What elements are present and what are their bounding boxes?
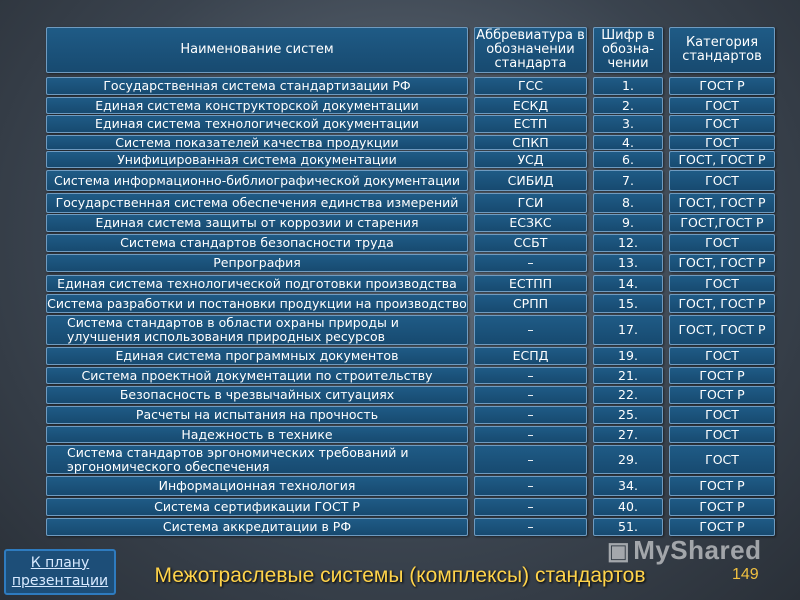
cell-system-name: Государственная система стандартизации РФ: [46, 77, 468, 95]
cell-system-name: Безопасность в чрезвычайных ситуациях: [46, 386, 468, 404]
cell-system-name: Единая система защиты от коррозии и старения: [46, 214, 468, 232]
cell-system-name: Единая система программных документов: [46, 347, 468, 365]
cell-abbreviation: –: [474, 476, 587, 496]
cell-category: ГОСТ Р: [669, 77, 775, 95]
cell-category: ГОСТ, ГОСТ Р: [669, 193, 775, 213]
cell-category: ГОСТ,ГОСТ Р: [669, 214, 775, 232]
cell-abbreviation: ЕСТПП: [474, 275, 587, 292]
cell-abbreviation: УСД: [474, 151, 587, 168]
cell-system-name: Система разработки и постановки продукции на производство: [46, 294, 468, 313]
cell-system-name: Система стандартов в области охраны природы и улучшения использования природных ресурсов: [46, 315, 468, 345]
cell-code: 34.: [593, 476, 663, 496]
cell-abbreviation: ГСИ: [474, 193, 587, 213]
cell-abbreviation: –: [474, 254, 587, 272]
cell-system-name: Единая система конструкторской документации: [46, 97, 468, 114]
cell-abbreviation: ССБТ: [474, 234, 587, 252]
cell-code: 9.: [593, 214, 663, 232]
cell-code: 12.: [593, 234, 663, 252]
header-system-name: Наименование систем: [46, 27, 468, 73]
cell-abbreviation: ЕСПД: [474, 347, 587, 365]
cell-category: ГОСТ: [669, 347, 775, 365]
cell-abbreviation: СПКП: [474, 135, 587, 150]
cell-category: ГОСТ: [669, 406, 775, 424]
cell-system-name: Надежность в технике: [46, 426, 468, 443]
cell-system-name: Система стандартов безопасности труда: [46, 234, 468, 252]
cell-system-name: Система аккредитации в РФ: [46, 518, 468, 536]
header-category: Категория стандартов: [669, 27, 775, 73]
cell-system-name: Система информационно-библиографической документации: [46, 170, 468, 191]
cell-code: 27.: [593, 426, 663, 443]
cell-code: 15.: [593, 294, 663, 313]
cell-code: 22.: [593, 386, 663, 404]
cell-abbreviation: ЕСЗКС: [474, 214, 587, 232]
cell-abbreviation: ЕСТП: [474, 115, 587, 133]
cell-category: ГОСТ: [669, 275, 775, 292]
cell-code: 21.: [593, 367, 663, 384]
back-to-plan-button[interactable]: [4, 549, 116, 595]
cell-code: 1.: [593, 77, 663, 95]
page-number: 149: [732, 566, 759, 583]
cell-abbreviation: –: [474, 386, 587, 404]
cell-code: 17.: [593, 315, 663, 345]
cell-abbreviation: –: [474, 367, 587, 384]
cell-code: 51.: [593, 518, 663, 536]
cell-code: 3.: [593, 115, 663, 133]
cell-category: ГОСТ, ГОСТ Р: [669, 254, 775, 272]
back-to-plan-line2: презентации: [11, 573, 109, 589]
cell-system-name: Единая система технологической документации: [46, 115, 468, 133]
cell-system-name: Единая система технологической подготовки производства: [46, 275, 468, 292]
cell-system-name: Система проектной документации по строительству: [46, 367, 468, 384]
cell-code: 19.: [593, 347, 663, 365]
cell-code: 2.: [593, 97, 663, 114]
cell-category: ГОСТ Р: [669, 386, 775, 404]
cell-code: 13.: [593, 254, 663, 272]
slide-title: Межотраслевые системы (комплексы) стандартов: [154, 564, 646, 587]
cell-system-name: Система стандартов эргономических требований и эргономического обеспечения: [46, 445, 468, 474]
cell-code: 25.: [593, 406, 663, 424]
cell-code: 14.: [593, 275, 663, 292]
cell-category: ГОСТ Р: [669, 476, 775, 496]
cell-system-name: Система показателей качества продукции: [46, 135, 468, 150]
cell-system-name: Расчеты на испытания на прочность: [46, 406, 468, 424]
cell-abbreviation: –: [474, 445, 587, 474]
header-abbreviation: Аббревиатура в обозначении стандарта: [474, 27, 587, 73]
cell-abbreviation: –: [474, 315, 587, 345]
cell-abbreviation: –: [474, 498, 587, 516]
cell-category: ГОСТ: [669, 97, 775, 114]
cell-system-name: Система сертификации ГОСТ Р: [46, 498, 468, 516]
cell-category: ГОСТ Р: [669, 367, 775, 384]
cell-abbreviation: ЕСКД: [474, 97, 587, 114]
cell-category: ГОСТ, ГОСТ Р: [669, 151, 775, 168]
cell-category: ГОСТ Р: [669, 498, 775, 516]
cell-category: ГОСТ: [669, 115, 775, 133]
cell-category: ГОСТ: [669, 135, 775, 150]
cell-code: 29.: [593, 445, 663, 474]
cell-system-name: Информационная технология: [46, 476, 468, 496]
cell-abbreviation: СИБИД: [474, 170, 587, 191]
cell-category: ГОСТ: [669, 426, 775, 443]
cell-category: ГОСТ, ГОСТ Р: [669, 294, 775, 313]
watermark-logo: [607, 535, 761, 566]
cell-system-name: Репрография: [46, 254, 468, 272]
cell-code: 40.: [593, 498, 663, 516]
header-code: Шифр в обозна-чении: [593, 27, 663, 73]
watermark-text: MyShared: [633, 535, 762, 565]
cell-category: ГОСТ: [669, 170, 775, 191]
cell-abbreviation: –: [474, 518, 587, 536]
back-to-plan-line1: К плану: [30, 554, 90, 571]
cell-category: ГОСТ, ГОСТ Р: [669, 315, 775, 345]
cell-code: 6.: [593, 151, 663, 168]
cell-system-name: Государственная система обеспечения единства измерений: [46, 193, 468, 213]
cell-abbreviation: СРПП: [474, 294, 587, 313]
cell-abbreviation: –: [474, 406, 587, 424]
cell-abbreviation: ГСС: [474, 77, 587, 95]
cell-system-name: Унифицированная система документации: [46, 151, 468, 168]
cell-abbreviation: –: [474, 426, 587, 443]
cell-code: 8.: [593, 193, 663, 213]
presentation-icon: ▣: [607, 538, 631, 565]
cell-category: ГОСТ: [669, 234, 775, 252]
cell-category: ГОСТ: [669, 445, 775, 474]
cell-code: 4.: [593, 135, 663, 150]
cell-category: ГОСТ Р: [669, 518, 775, 536]
cell-code: 7.: [593, 170, 663, 191]
